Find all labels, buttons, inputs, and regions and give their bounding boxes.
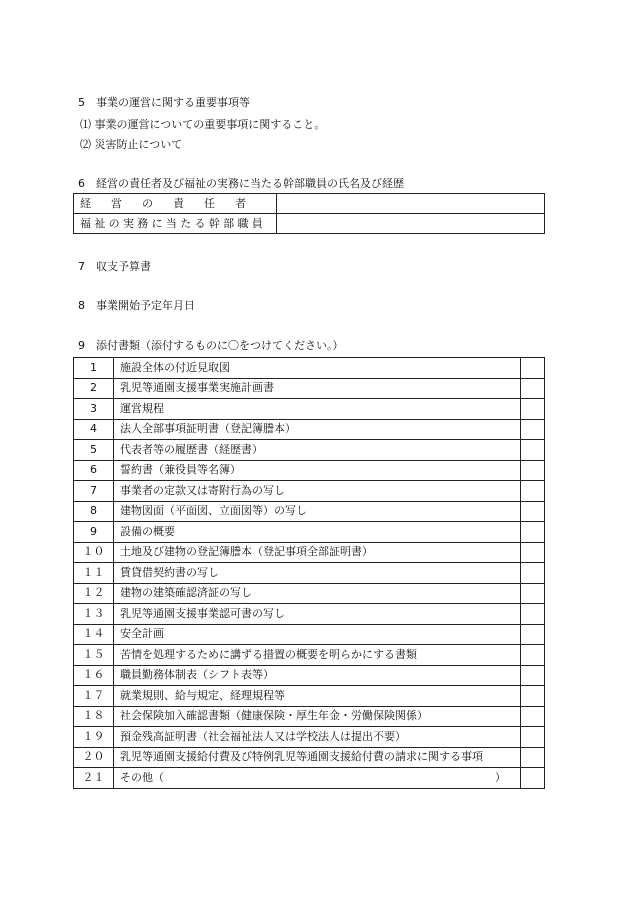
attachment-check-cell[interactable] [521, 563, 545, 584]
attachment-row [74, 727, 545, 748]
attachment-name: 乳児等通園支援事業実施計画書 [114, 378, 521, 399]
attachment-row [74, 645, 545, 666]
label-char: る [194, 216, 206, 230]
label-char: た [180, 216, 192, 230]
sec6-heading: 6 経営の責任者及び福祉の実務に当たる幹部職員の氏名及び経歴 [78, 177, 404, 190]
label-char: 職 [237, 216, 249, 230]
attachment-row [74, 542, 545, 563]
attachment-number: １３ [74, 604, 114, 625]
attachment-check-cell[interactable] [521, 706, 545, 727]
attachment-row [74, 747, 545, 768]
label-char: 任 [204, 196, 215, 210]
attachment-name: 預金残高証明書（社会福祉法人又は学校法人は提出不要） [114, 727, 521, 748]
attachment-row [74, 604, 545, 625]
manager-row [74, 194, 545, 214]
attachment-check-cell[interactable] [521, 727, 545, 748]
attachment-number: 3 [74, 399, 114, 420]
attachment-name: 社会保険加入確認書類（健康保険・厚生年金・労働保険関係） [114, 706, 521, 727]
attachment-check-cell[interactable] [521, 378, 545, 399]
attachment-name: 建物図面（平面図、立面図等）の写し [114, 501, 521, 522]
attachment-number: １５ [74, 645, 114, 666]
attachment-row [74, 460, 545, 481]
attachment-check-cell[interactable] [521, 768, 545, 789]
label-char: 営 [111, 196, 122, 210]
attachment-row [74, 686, 545, 707]
attachment-name: 乳児等通園支援事業認可書の写し [114, 604, 521, 625]
attachment-check-cell[interactable] [521, 419, 545, 440]
staff-row [74, 214, 545, 234]
staff-value[interactable] [277, 214, 545, 234]
attachment-name: 安全計画 [114, 624, 521, 645]
manager-table [73, 193, 545, 234]
attachments-table [73, 357, 545, 789]
attachment-row [74, 419, 545, 440]
attachment-row [74, 665, 545, 686]
attachment-check-cell[interactable] [521, 686, 545, 707]
attachment-number: 9 [74, 522, 114, 543]
sec8-heading: 8 事業開始予定年月日 [78, 299, 195, 312]
attachment-name: 事業者の定款又は寄附行為の写し [114, 481, 521, 502]
attachment-number: １０ [74, 542, 114, 563]
attachment-number: 6 [74, 460, 114, 481]
attachment-number: 5 [74, 440, 114, 461]
attachment-check-cell[interactable] [521, 399, 545, 420]
attachment-number: １７ [74, 686, 114, 707]
label-char: 当 [165, 216, 177, 230]
attachment-row [74, 399, 545, 420]
label-char: 経 [80, 196, 91, 210]
attachment-number: 1 [74, 358, 114, 379]
sec5-item-2: ⑵ 災害防止について [80, 138, 183, 151]
attachment-check-cell[interactable] [521, 522, 545, 543]
attachment-name: 設備の概要 [114, 522, 521, 543]
attachment-number: 7 [74, 481, 114, 502]
attachment-number: １４ [74, 624, 114, 645]
label-char: の [108, 216, 120, 230]
attachment-name: 賃貸借契約書の写し [114, 563, 521, 584]
attachment-name: 職員勤務体制表（シフト表等） [114, 665, 521, 686]
attachment-name: 就業規則、給与規定、経理規程等 [114, 686, 521, 707]
sec7-heading: 7 収支予算書 [78, 260, 151, 273]
attachment-check-cell[interactable] [521, 440, 545, 461]
label-char: 幹 [208, 216, 220, 230]
label-char: の [142, 196, 153, 210]
attachment-check-cell[interactable] [521, 645, 545, 666]
attachment-name: 法人全部事項証明書（登記簿謄本） [114, 419, 521, 440]
attachment-row [74, 624, 545, 645]
attachment-name: 土地及び建物の登記簿謄本（登記事項全部証明書） [114, 542, 521, 563]
attachment-row [74, 501, 545, 522]
attachment-number: 4 [74, 419, 114, 440]
attachment-name: 施設全体の付近見取図 [114, 358, 521, 379]
attachment-row [74, 481, 545, 502]
sec5-item-1: ⑴ 事業の運営についての重要事項に関すること。 [80, 118, 326, 131]
attachment-check-cell[interactable] [521, 542, 545, 563]
attachment-row [74, 522, 545, 543]
attachment-row [74, 706, 545, 727]
label-char: に [151, 216, 163, 230]
attachment-number: １８ [74, 706, 114, 727]
attachment-row-other [74, 768, 545, 789]
attachment-number: ２１ [74, 768, 114, 789]
attachment-name: 乳児等通園支援給付費及び特例乳児等通園支援給付費の請求に関する事項 [114, 747, 521, 768]
label-char: 実 [122, 216, 134, 230]
label-char: 者 [235, 196, 246, 210]
attachment-name: 建物の建築確認済証の写し [114, 583, 521, 604]
attachment-name: 苦情を処理するために講ずる措置の概要を明らかにする書類 [114, 645, 521, 666]
attachment-row [74, 563, 545, 584]
attachment-other[interactable] [114, 768, 521, 789]
other-close: ） [495, 770, 506, 784]
label-char: 責 [173, 196, 184, 210]
label-char: 福 [80, 216, 91, 230]
attachment-name: 代表者等の履歴書（経歴書） [114, 440, 521, 461]
staff-label [74, 214, 277, 234]
attachment-check-cell[interactable] [521, 583, 545, 604]
attachment-check-cell[interactable] [521, 747, 545, 768]
attachment-check-cell[interactable] [521, 358, 545, 379]
attachment-check-cell[interactable] [521, 501, 545, 522]
sec9-heading: 9 添付書類（添付するものに〇をつけてください。） [78, 339, 344, 352]
attachment-row [74, 358, 545, 379]
attachment-check-cell[interactable] [521, 604, 545, 625]
attachment-row [74, 583, 545, 604]
label-char: 祉 [94, 216, 106, 230]
sec5-heading: 5 事業の運営に関する重要事項等 [78, 96, 250, 109]
attachment-number: １２ [74, 583, 114, 604]
attachment-row [74, 440, 545, 461]
attachment-check-cell[interactable] [521, 624, 545, 645]
attachment-number: 8 [74, 501, 114, 522]
manager-value[interactable] [277, 194, 545, 214]
attachment-number: １１ [74, 563, 114, 584]
attachment-check-cell[interactable] [521, 665, 545, 686]
attachment-number: 2 [74, 378, 114, 399]
attachment-row [74, 378, 545, 399]
other-open: その他（ [120, 770, 164, 784]
attachment-name: 誓約書（兼役員等名簿） [114, 460, 521, 481]
label-char: 員 [251, 216, 263, 230]
attachment-check-cell[interactable] [521, 460, 545, 481]
attachment-check-cell[interactable] [521, 481, 545, 502]
manager-label [74, 194, 277, 214]
label-char: 務 [137, 216, 149, 230]
attachment-number: １６ [74, 665, 114, 686]
attachment-number: １９ [74, 727, 114, 748]
attachment-number: ２０ [74, 747, 114, 768]
label-char: 部 [223, 216, 235, 230]
attachment-name: 運営規程 [114, 399, 521, 420]
